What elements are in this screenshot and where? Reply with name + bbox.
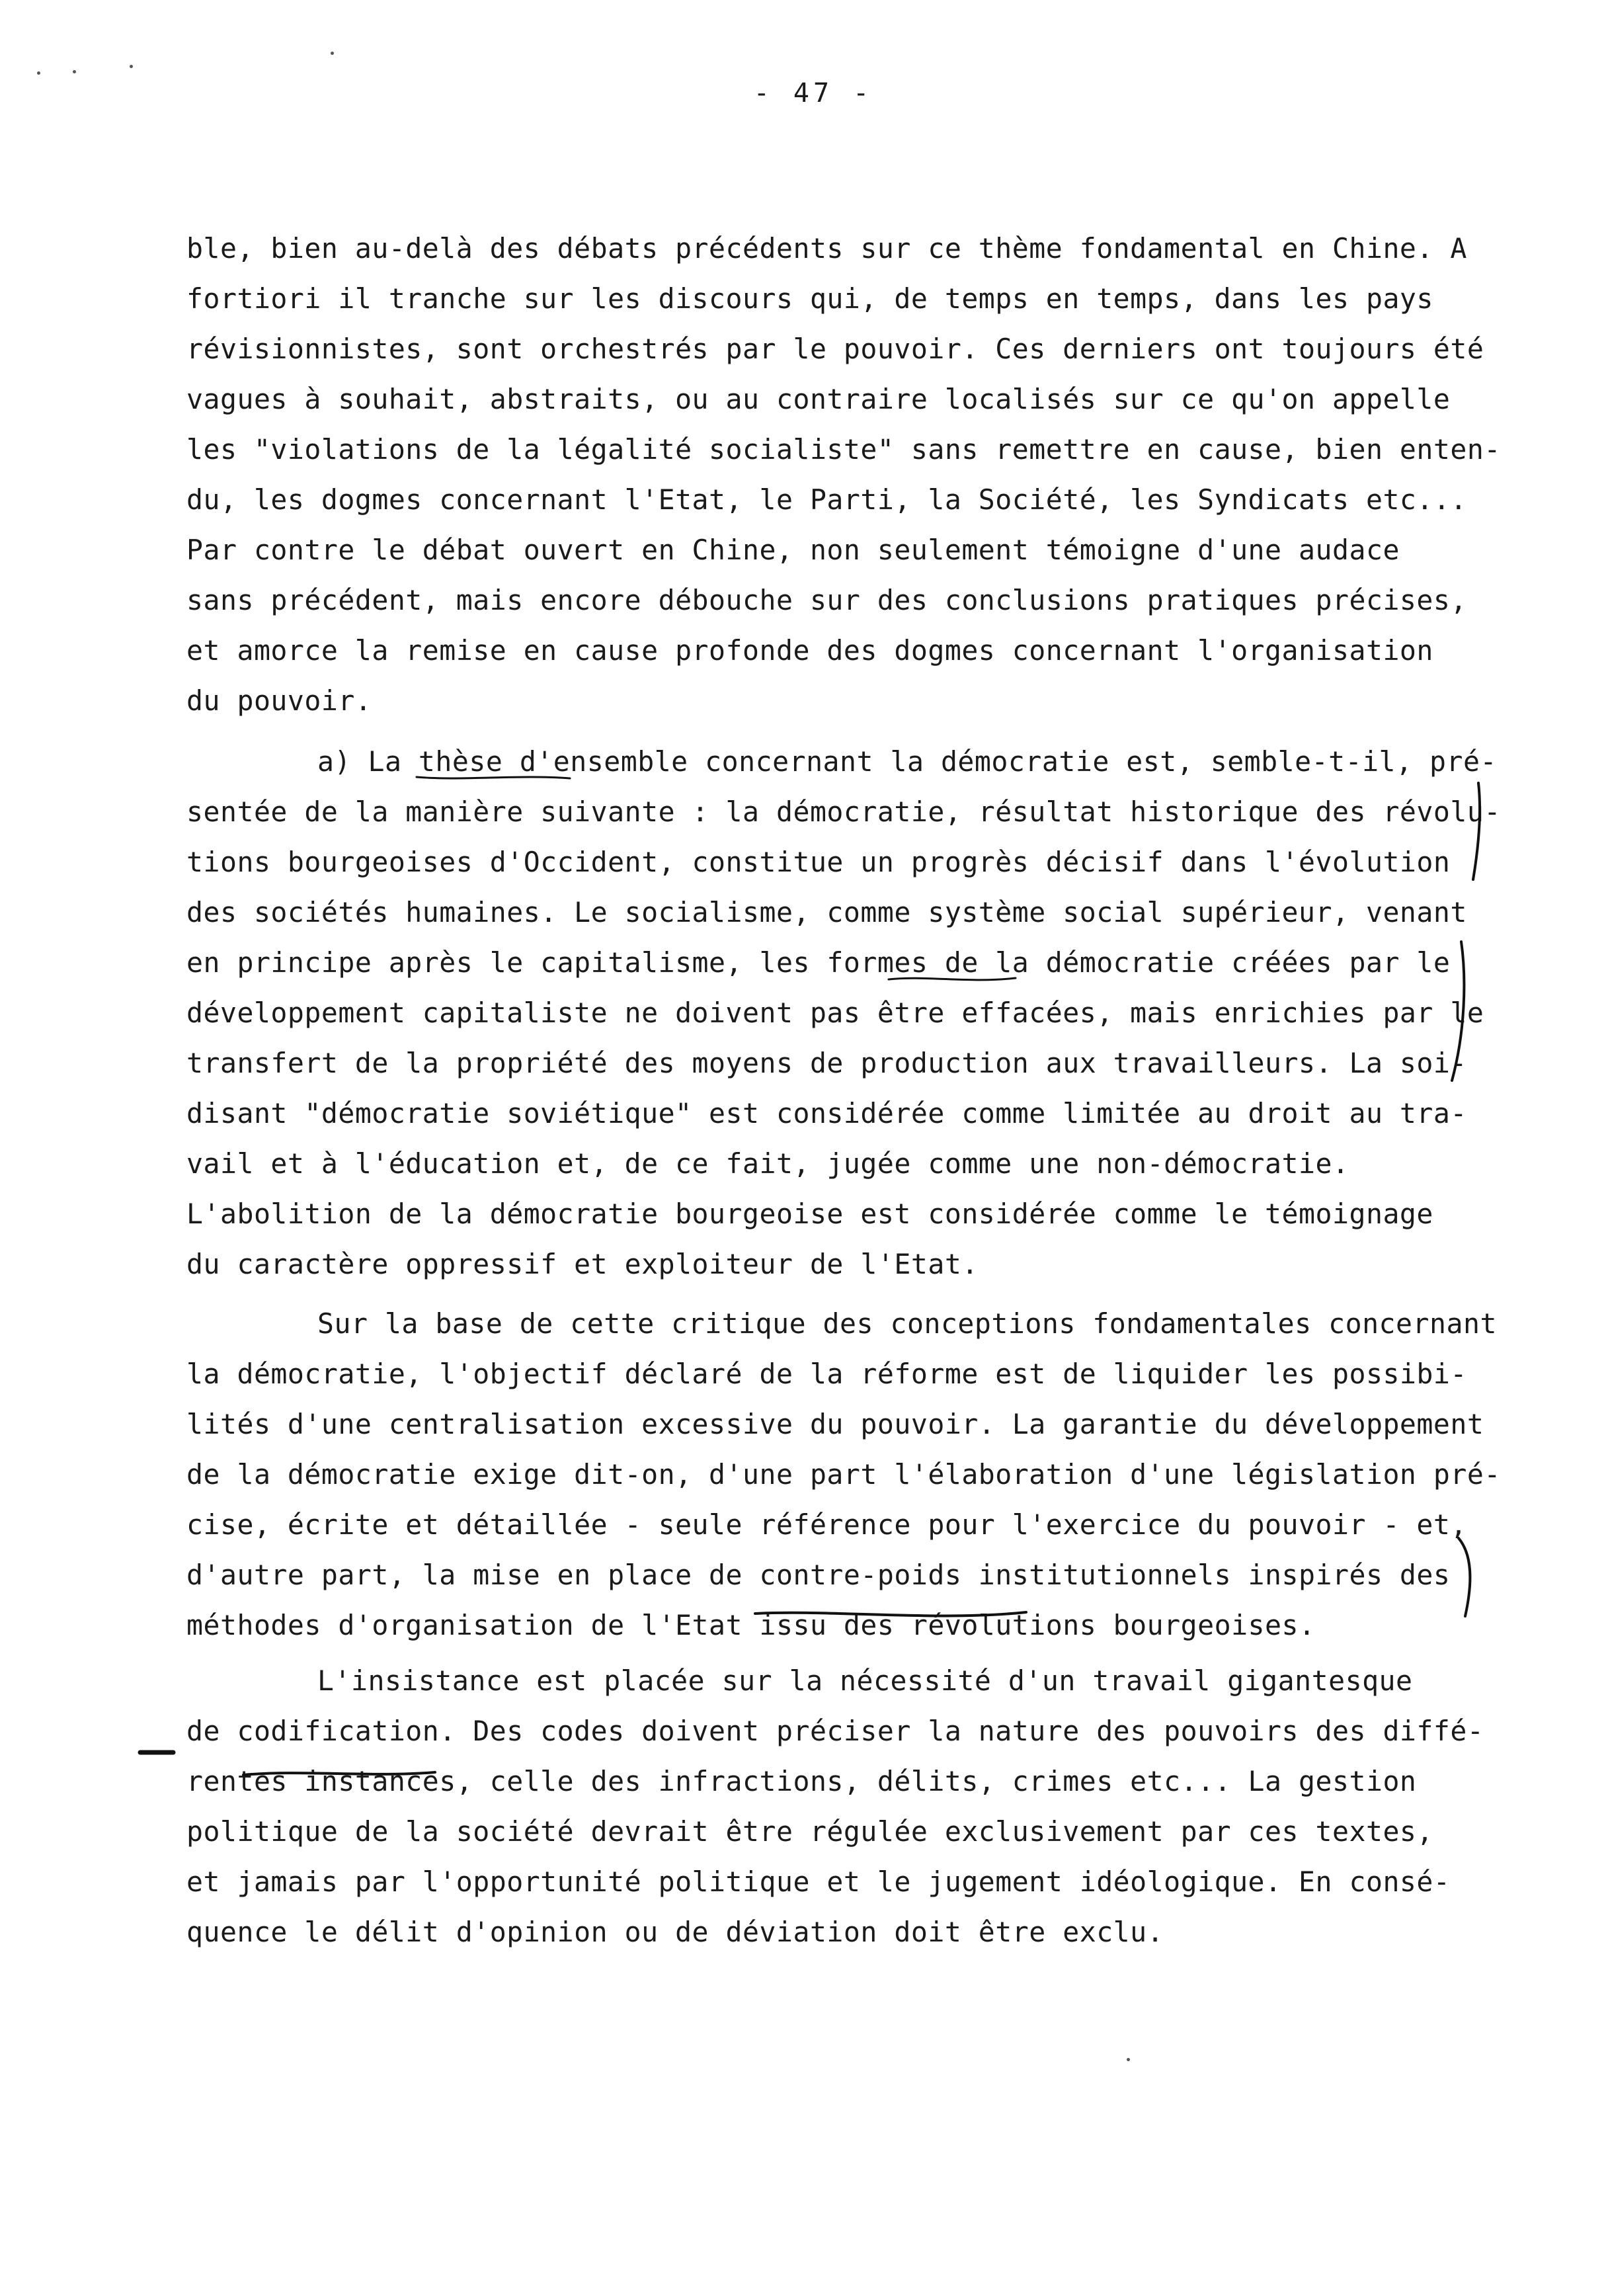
text-line: L'insistance est placée sur la nécessité d'un travail gigantesque: [317, 1664, 1413, 1697]
text-line: vail et à l'éducation et, de ce fait, jugée comme une non-démocratie.: [186, 1147, 1349, 1180]
underline-mark: [241, 1767, 439, 1783]
paragraph-4: [186, 1656, 1482, 1957]
text-line: du pouvoir.: [186, 684, 372, 717]
underline-mark: [886, 971, 1018, 987]
margin-bracket-mark: [1461, 780, 1488, 886]
text-line: d'autre part, la mise en place de contre-poids institutionnels inspirés des: [186, 1559, 1451, 1591]
paragraph-3: [186, 1299, 1501, 1651]
text-line: sans précédent, mais encore débouche sur des conclusions pratiques précises,: [186, 584, 1467, 616]
scan-speck: [1127, 2058, 1130, 2061]
text-line: méthodes d'organisation de l'Etat issu des révolutions bourgeoises.: [186, 1609, 1316, 1641]
text-line: en principe après le capitalisme, les formes de la démocratie créées par le: [186, 946, 1451, 979]
text-line: Sur la base de cette critique des conceptions fondamentales concernant: [317, 1307, 1497, 1340]
text-line: lités d'une centralisation excessive du pouvoir. La garantie du développement: [186, 1408, 1484, 1440]
paragraph-2: [186, 737, 1501, 1290]
margin-bracket-mark: [1441, 939, 1474, 1085]
scan-speck: [331, 52, 334, 55]
paragraph-1: [186, 224, 1501, 726]
scan-speck: [73, 70, 76, 73]
margin-bracket-mark: [1455, 1534, 1481, 1620]
text-line: la démocratie, l'objectif déclaré de la réforme est de liquider les possibi-: [186, 1358, 1467, 1390]
scan-speck: [130, 65, 133, 68]
scan-speck: [37, 71, 40, 75]
text-line: développement capitaliste ne doivent pas être effacées, mais enrichies par le: [186, 997, 1484, 1029]
text-line: du caractère oppressif et exploiteur de l'Etat.: [186, 1248, 979, 1280]
text-line: tions bourgeoises d'Occident, constitue un progrès décisif dans l'évolution: [186, 846, 1451, 878]
text-line: L'abolition de la démocratie bourgeoise est considérée comme le témoignage: [186, 1198, 1433, 1230]
text-line: révisionnistes, sont orchestrés par le pouvoir. Ces derniers ont toujours été: [186, 333, 1484, 365]
text-line: a) La thèse d'ensemble concernant la démocratie est, semble-t-il, pré-: [317, 745, 1497, 778]
text-line: du, les dogmes concernant l'Etat, le Parti, la Société, les Syndicats etc...: [186, 483, 1467, 516]
underline-mark: [752, 1607, 1030, 1627]
text-line: et jamais par l'opportunité politique et le jugement idéologique. En consé-: [186, 1866, 1451, 1898]
page-number: - 47 -: [753, 78, 873, 108]
margin-dash-mark: [138, 1746, 177, 1759]
text-line: transfert de la propriété des moyens de production aux travailleurs. La soi-: [186, 1047, 1467, 1079]
text-line: de codification. Des codes doivent préciser la nature des pouvoirs des diffé-: [186, 1715, 1484, 1747]
text-line: les "violations de la légalité socialiste" sans remettre en cause, bien enten-: [186, 433, 1501, 466]
text-line: Par contre le débat ouvert en Chine, non seulement témoigne d'une audace: [186, 534, 1400, 566]
text-line: vagues à souhait, abstraits, ou au contraire localisés sur ce qu'on appelle: [186, 383, 1451, 415]
text-line: disant "démocratie soviétique" est considérée comme limitée au droit au tra-: [186, 1097, 1467, 1129]
text-line: fortiori il tranche sur les discours qui, de temps en temps, dans les pays: [186, 282, 1433, 315]
text-line: cise, écrite et détaillée - seule référence pour l'exercice du pouvoir - et,: [186, 1508, 1467, 1541]
text-line: quence le délit d'opinion ou de déviation doit être exclu.: [186, 1916, 1164, 1948]
text-line: de la démocratie exige dit-on, d'une part l'élaboration d'une législation pré-: [186, 1458, 1501, 1491]
text-line: et amorce la remise en cause profonde des dogmes concernant l'organisation: [186, 634, 1433, 667]
text-line: politique de la société devrait être régulée exclusivement par ces textes,: [186, 1815, 1433, 1848]
text-line: des sociétés humaines. Le socialisme, comme système social supérieur, venant: [186, 896, 1467, 928]
text-line: rentes instances, celle des infractions, délits, crimes etc... La gestion: [186, 1765, 1417, 1797]
text-line: sentée de la manière suivante : la démocratie, résultat historique des révolu-: [186, 796, 1501, 828]
text-line: ble, bien au-delà des débats précédents sur ce thème fondamental en Chine. A: [186, 232, 1467, 265]
underline-mark: [414, 770, 573, 786]
